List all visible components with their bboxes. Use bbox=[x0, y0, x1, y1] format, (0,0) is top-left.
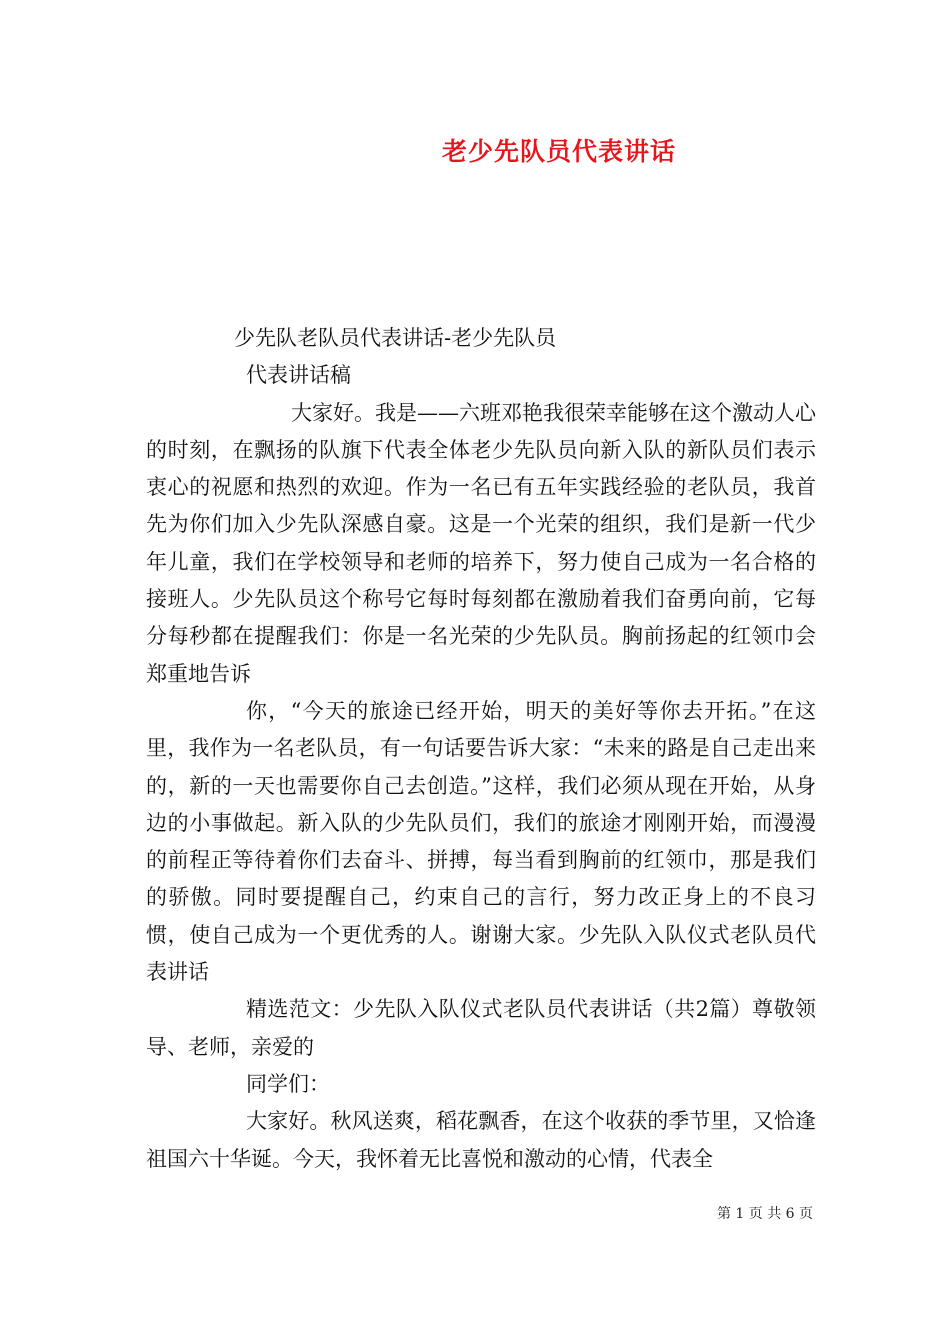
paragraph-intro: 大家好。我是——六班邓艳我很荣幸能够在这个激动人心的时刻，在飘扬的队旗下代表全体老少先队员向新入队的新队员们表示衷心的祝愿和热烈的欢迎。作为一名已有五年实践经验的老队员，我首先为你们加入少先队深感自豪。这是一个光荣的组织，我们是新一代少年儿童，我们在学校领导和老师的培养下，努力使自己成为一名合格的接班人。少先队员这个称号它每时每刻都在激励着我们奋勇向前，它每分每秒都在提醒我们：你是一名光荣的少先队员。胸前扬起的红领巾会郑重地告诉 bbox=[146, 400, 816, 686]
page-number: 第 1 页 共 6 页 bbox=[716, 1206, 814, 1222]
document-title: 老少先队员代表讲话 bbox=[441, 137, 676, 166]
document-body bbox=[146, 320, 816, 1178]
paragraph-heading-2: 代表讲话稿 bbox=[246, 363, 351, 388]
paragraph-sample: 精选范文：少先队入队仪式老队员代表讲话（共2篇）尊敬领导、老师，亲爱的 bbox=[146, 997, 816, 1059]
paragraph-quote: 你，“今天的旅途已经开始，明天的美好等你去开拓。”在这里，我作为一名老队员，有一句话要告诉大家：“未来的路是自己走出来的，新的一天也需要你自己去创造。”这样，我们必须从现在开始，从身边的小事做起。新入队的少先队员们，我们的旅途才刚刚开始，而漫漫的前程正等待着你们去奋斗、拼搏，每当看到胸前的红领巾，那是我们的骄傲。同时要提醒自己，约束自己的言行，努力改正身上的不良习惯，使自己成为一个更优秀的人。谢谢大家。少先队入队仪式老队员代表讲话 bbox=[146, 698, 816, 985]
paragraph-closing: 大家好。秋风送爽，稻花飘香，在这个收获的季节里，又恰逢祖国六十华诞。今天，我怀着无比喜悦和激动的心情，代表全 bbox=[146, 1109, 816, 1171]
paragraph-heading-1: 少先队老队员代表讲话-老少先队员 bbox=[234, 326, 557, 350]
paragraph-greeting: 同学们： bbox=[246, 1071, 330, 1096]
